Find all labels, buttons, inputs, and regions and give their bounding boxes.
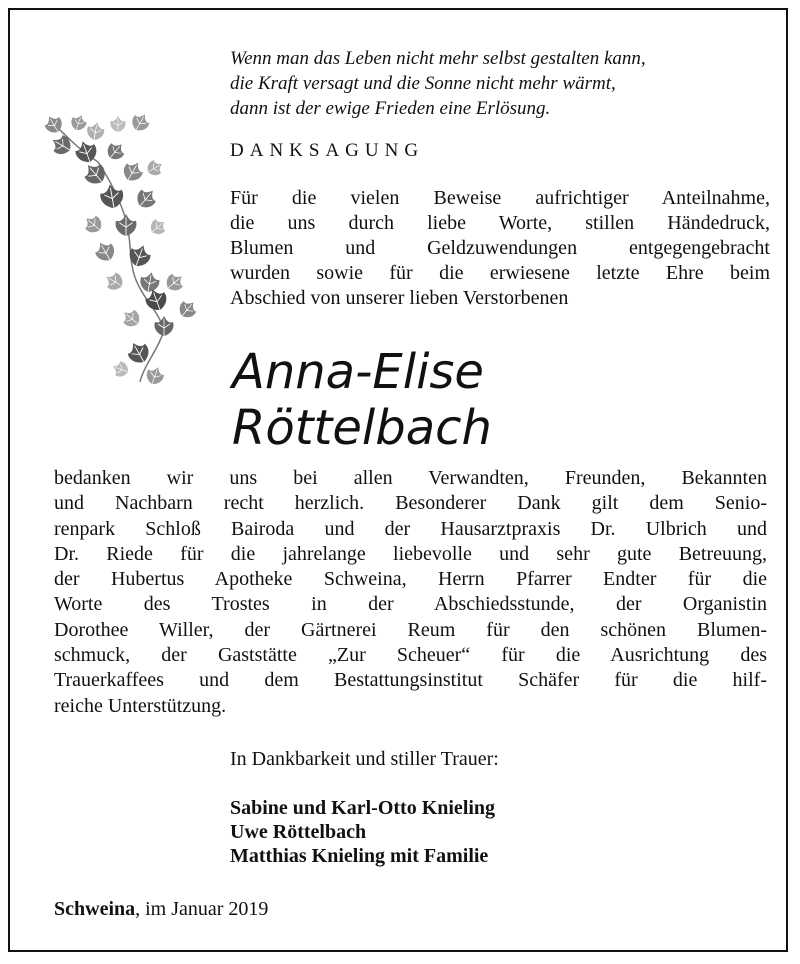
intro-line: Abschied von unserer lieben Verstorbenen: [230, 287, 569, 309]
poem-line: dann ist der ewige Frieden eine Erlösung.: [230, 98, 551, 119]
body-line: Trauerkaffees und dem Bestattungsinstitut Schäfer für die hilf-: [54, 669, 767, 692]
intro-paragraph: [230, 186, 770, 311]
place-date: [54, 898, 268, 921]
place-town: Schweina: [54, 898, 136, 920]
poem-line: Wenn man das Leben nicht mehr selbst gestalten kann,: [230, 48, 646, 69]
signers: [230, 796, 495, 868]
ivy-vine-icon: [40, 110, 200, 400]
intro-line: wurden sowie für die erwiesene letzte Ehre beim: [230, 262, 770, 284]
body-line: schmuck, der Gaststätte „Zur Scheuer“ für die Ausrichtung des: [54, 644, 767, 667]
body-line: reiche Unterstützung.: [54, 694, 227, 717]
signer: Sabine und Karl-Otto Knieling: [230, 797, 496, 819]
body-line: Dorothee Willer, der Gärtnerei Reum für den schönen Blumen-: [54, 618, 767, 641]
closing-line: In Dankbarkeit und stiller Trauer:: [230, 748, 499, 770]
body-paragraph: [54, 466, 767, 719]
body-line: Worte des Trostes in der Abschiedsstunde, der Organistin: [54, 593, 767, 616]
signer: Uwe Röttelbach: [230, 821, 367, 843]
body-line: Dr. Riede für die jahrelange liebevolle und sehr gute Betreuung,: [54, 542, 767, 565]
deceased-last-name: Röttelbach: [232, 400, 492, 456]
body-line: der Hubertus Apotheke Schweina, Herrn Pfarrer Endter für die: [54, 568, 767, 591]
poem-line: die Kraft versagt und die Sonne nicht mehr wärmt,: [230, 73, 616, 94]
signer: Matthias Knieling mit Familie: [230, 845, 489, 867]
heading: DANKSAGUNG: [230, 140, 425, 161]
deceased-first-name: Anna-Elise: [232, 344, 484, 400]
body-line: renpark Schloß Bairoda und der Hausarztpraxis Dr. Ulbrich und: [54, 517, 767, 540]
poem: [230, 46, 770, 121]
body-line: und Nachbarn recht herzlich. Besonderer Dank gilt dem Senio-: [54, 492, 767, 515]
intro-line: Für die vielen Beweise aufrichtiger Anteilnahme,: [230, 187, 770, 209]
body-line: bedanken wir uns bei allen Verwandten, Freunden, Bekannten: [54, 467, 767, 489]
intro-line: die uns durch liebe Worte, stillen Händedruck,: [230, 212, 770, 234]
place-date-text: , im Januar 2019: [135, 898, 269, 920]
intro-line: Blumen und Geldzuwendungen entgegengebracht: [230, 237, 770, 259]
obituary-notice: [8, 8, 788, 952]
